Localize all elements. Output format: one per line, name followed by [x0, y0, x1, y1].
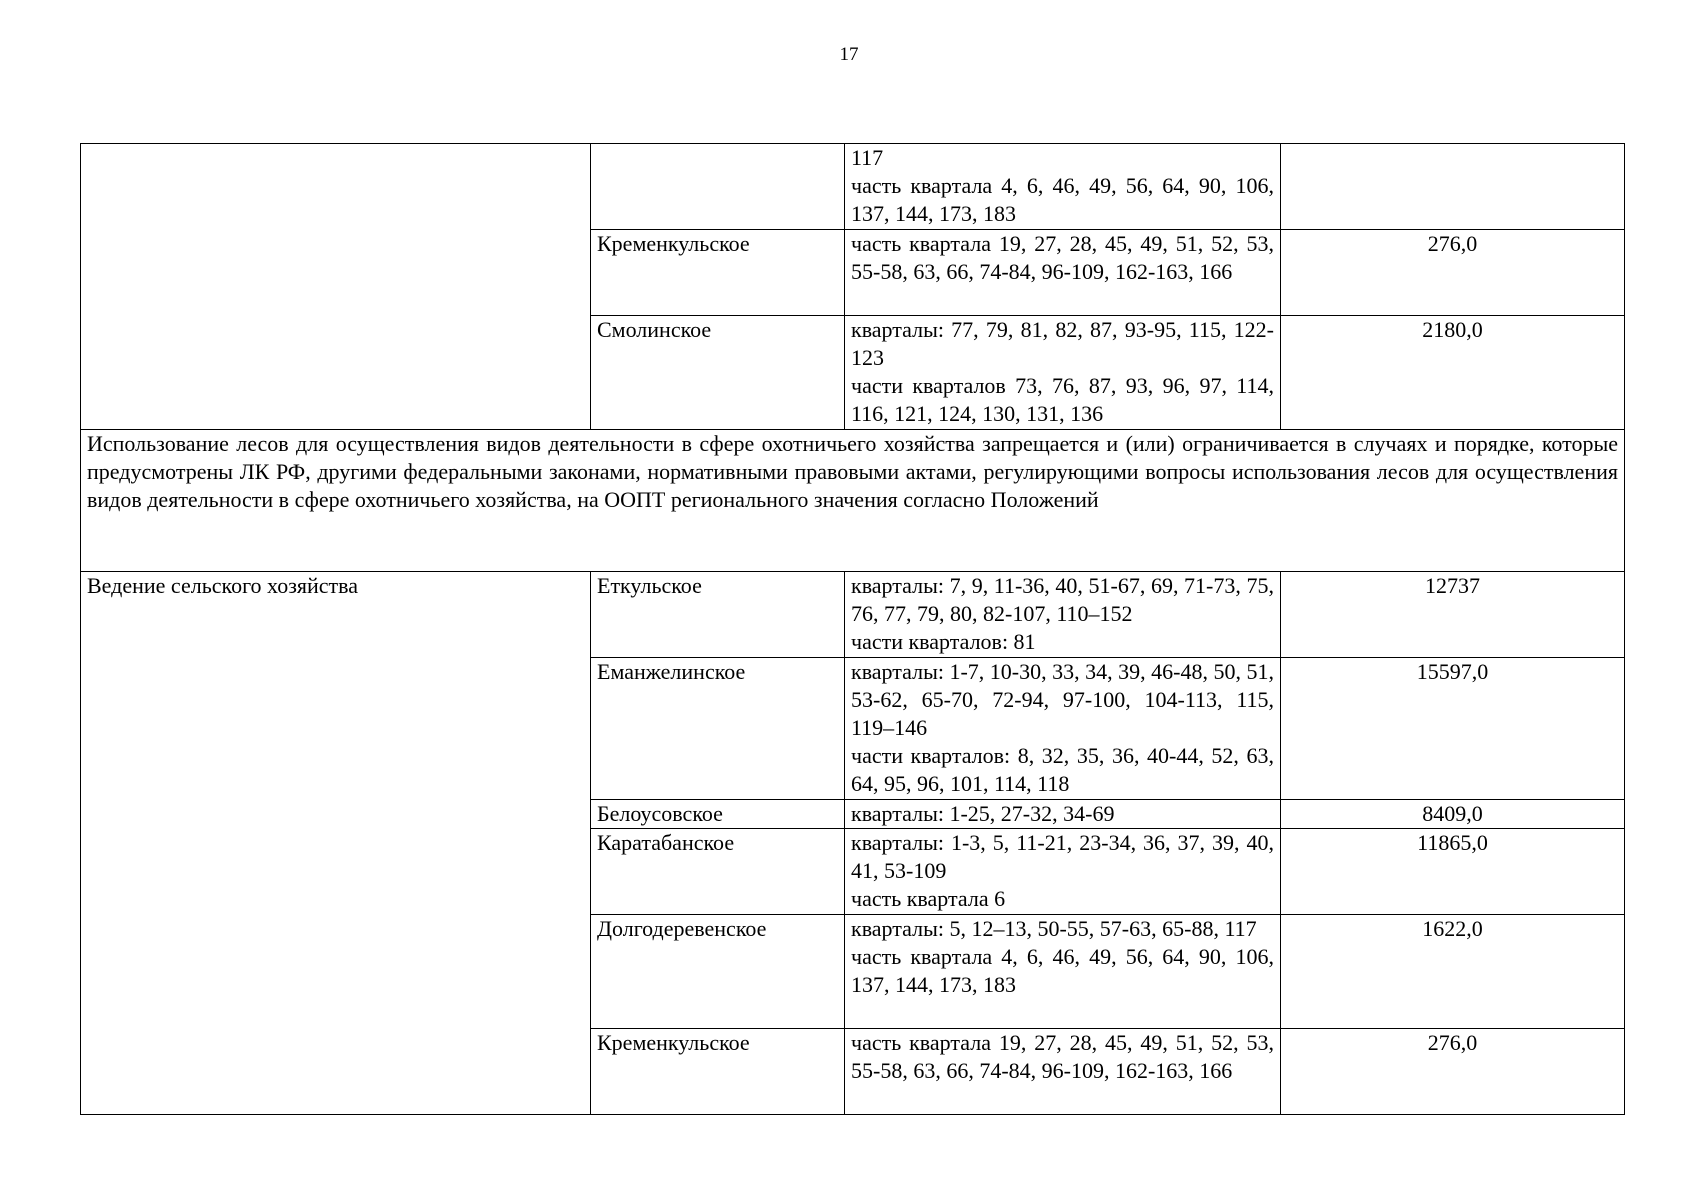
forestry-cell	[591, 144, 845, 230]
quarters-line: кварталы: 1-3, 5, 11-21, 23-34, 36, 37, 39, 40, 41, 53-109	[851, 830, 1274, 883]
quarters-cell	[845, 800, 1281, 829]
area-cell: 11865,0	[1281, 829, 1625, 915]
forestry-cell: Кременкульское	[591, 1029, 845, 1115]
activity-cell: Ведение сельского хозяйства	[81, 572, 591, 1115]
forestry-cell: Долгодеревенское	[591, 915, 845, 1029]
forestry-cell: Каратабанское	[591, 829, 845, 915]
quarters-line: часть квартала 6	[851, 886, 1006, 911]
quarters-cell	[845, 572, 1281, 658]
quarters-line: кварталы: 77, 79, 81, 82, 87, 93-95, 115, 122-123	[851, 317, 1274, 370]
quarters-cell	[845, 230, 1281, 316]
area-cell: 15597,0	[1281, 658, 1625, 800]
quarters-cell	[845, 316, 1281, 430]
quarters-cell	[845, 915, 1281, 1029]
quarters-line: части кварталов: 81	[851, 629, 1036, 654]
area-cell: 276,0	[1281, 230, 1625, 316]
quarters-line: часть квартала 4, 6, 46, 49, 56, 64, 90, 106, 137, 144, 173, 183	[851, 944, 1274, 997]
quarters-line: части кварталов 73, 76, 87, 93, 96, 97, 114, 116, 121, 124, 130, 131, 136	[851, 373, 1274, 426]
quarters-line: 117	[851, 145, 884, 170]
table-row	[81, 572, 1625, 658]
quarters-line: часть квартала 19, 27, 28, 45, 49, 51, 52, 53, 55-58, 63, 66, 74-84, 96-109, 162-163, 166	[851, 1030, 1274, 1083]
quarters-cell	[845, 829, 1281, 915]
quarters-cell	[845, 658, 1281, 800]
forestry-cell: Еткульское	[591, 572, 845, 658]
note-row	[81, 430, 1625, 572]
forestry-cell: Кременкульское	[591, 230, 845, 316]
area-cell: 1622,0	[1281, 915, 1625, 1029]
area-cell: 12737	[1281, 572, 1625, 658]
activity-cell	[81, 144, 591, 430]
area-cell: 8409,0	[1281, 800, 1625, 829]
quarters-line: кварталы: 1-7, 10-30, 33, 34, 39, 46-48, 50, 51, 53-62, 65-70, 72-94, 97-100, 104-113, 115, 119–146	[851, 659, 1274, 740]
forestry-cell: Белоусовское	[591, 800, 845, 829]
hunting-note: Использование лесов для осуществления видов деятельности в сфере охотничьего хозяйства запрещается и (или) ограничивается в случаях и порядке, которые предусмотрены ЛК РФ, другими федеральными законами, нормативными правовыми актами, регулирующими вопросы использования лесов для осуществления видов деятельности в сфере охотничьего хозяйства, на ООПТ регионального значения согласно Положений	[81, 430, 1625, 572]
forestry-cell: Еманжелинское	[591, 658, 845, 800]
area-cell: 276,0	[1281, 1029, 1625, 1115]
quarters-line: кварталы: 5, 12–13, 50-55, 57-63, 65-88, 117	[851, 916, 1257, 941]
area-cell: 2180,0	[1281, 316, 1625, 430]
forestry-cell: Смолинское	[591, 316, 845, 430]
page-number: 17	[839, 44, 859, 65]
forest-use-table	[80, 143, 1625, 1115]
quarters-line: часть квартала 19, 27, 28, 45, 49, 51, 52, 53, 55-58, 63, 66, 74-84, 96-109, 162-163, 166	[851, 231, 1274, 284]
quarters-line: кварталы: 7, 9, 11-36, 40, 51-67, 69, 71-73, 75, 76, 77, 79, 80, 82-107, 110–152	[851, 573, 1274, 626]
quarters-cell	[845, 1029, 1281, 1115]
quarters-line: часть квартала 4, 6, 46, 49, 56, 64, 90, 106, 137, 144, 173, 183	[851, 173, 1274, 226]
quarters-cell	[845, 144, 1281, 230]
area-cell	[1281, 144, 1625, 230]
quarters-line: части кварталов: 8, 32, 35, 36, 40-44, 52, 63, 64, 95, 96, 101, 114, 118	[851, 743, 1274, 796]
quarters-line: кварталы: 1-25, 27-32, 34-69	[851, 801, 1115, 826]
table-row	[81, 144, 1625, 230]
